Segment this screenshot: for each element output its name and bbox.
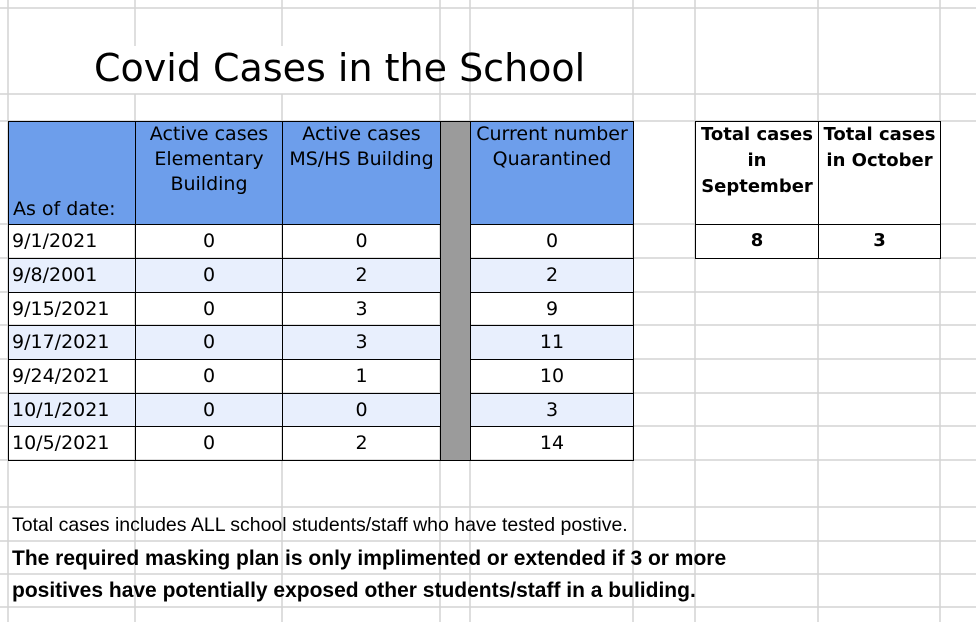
mshs-value: 2 — [355, 432, 368, 454]
elementary-cell[interactable] — [135, 258, 283, 293]
mshs-cell[interactable] — [282, 325, 441, 360]
elementary-cell[interactable] — [135, 292, 283, 326]
header-active-mshs[interactable] — [282, 121, 441, 225]
date-cell[interactable] — [8, 292, 136, 326]
header-as-of-date-label: As of date: — [13, 198, 116, 220]
elementary-value: 0 — [202, 298, 216, 320]
elementary-cell[interactable] — [135, 224, 283, 259]
elementary-cell[interactable] — [135, 325, 283, 360]
header-total-september-label: Total cases in September — [701, 124, 813, 197]
date-value: 9/15/2021 — [12, 298, 110, 320]
elementary-value: 0 — [202, 331, 216, 353]
quarantined-value: 3 — [545, 399, 559, 421]
date-cell[interactable] — [8, 258, 136, 293]
elementary-value: 0 — [202, 399, 216, 421]
date-value: 10/5/2021 — [12, 432, 110, 454]
quarantined-cell[interactable] — [470, 292, 634, 326]
date-value: 9/17/2021 — [12, 331, 110, 353]
mshs-value: 0 — [355, 230, 368, 252]
separator-column — [440, 121, 471, 461]
mshs-value: 0 — [355, 399, 368, 421]
quarantined-value: 11 — [539, 331, 565, 353]
elementary-cell[interactable] — [135, 426, 283, 461]
sheet-title: Covid Cases in the School — [94, 46, 586, 90]
mshs-value: 3 — [355, 331, 368, 353]
quarantined-value: 0 — [545, 230, 559, 252]
elementary-value: 0 — [202, 230, 216, 252]
header-as-of-date[interactable] — [8, 121, 136, 225]
date-cell[interactable] — [8, 224, 136, 259]
date-value: 9/8/2001 — [12, 264, 98, 286]
header-quarantined[interactable] — [470, 121, 634, 225]
elementary-value: 0 — [202, 264, 216, 286]
note-masking-plan-line2: positives have potentially exposed other students/staff in a buliding. — [12, 579, 696, 602]
quarantined-cell[interactable] — [470, 325, 634, 360]
elementary-value: 0 — [202, 432, 216, 454]
total-october-cell[interactable] — [818, 224, 941, 259]
mshs-cell[interactable] — [282, 292, 441, 326]
date-value: 9/1/2021 — [12, 230, 98, 252]
elementary-cell[interactable] — [135, 393, 283, 427]
quarantined-value: 2 — [545, 264, 559, 286]
note-masking-plan-line1: The required masking plan is only implimented or extended if 3 or more — [12, 547, 727, 570]
header-active-elementary[interactable] — [135, 121, 283, 225]
mshs-value: 2 — [355, 264, 368, 286]
mshs-cell[interactable] — [282, 426, 441, 461]
header-total-september[interactable] — [695, 121, 819, 225]
date-cell[interactable] — [8, 426, 136, 461]
header-total-october[interactable] — [818, 121, 941, 225]
header-active-elementary-label: Active cases Elementary Building — [149, 123, 269, 195]
date-value: 10/1/2021 — [12, 399, 110, 421]
elementary-value: 0 — [202, 365, 216, 387]
quarantined-cell[interactable] — [470, 224, 634, 259]
mshs-cell[interactable] — [282, 393, 441, 427]
elementary-cell[interactable] — [135, 359, 283, 394]
header-total-october-label: Total cases in October — [823, 124, 936, 171]
quarantined-cell[interactable] — [470, 426, 634, 461]
mshs-cell[interactable] — [282, 224, 441, 259]
mshs-cell[interactable] — [282, 359, 441, 394]
total-september-cell[interactable] — [695, 224, 819, 259]
date-cell[interactable] — [8, 359, 136, 394]
note-total-cases: Total cases includes ALL school students/staff who have tested postive. — [12, 514, 628, 536]
mshs-cell[interactable] — [282, 258, 441, 293]
header-active-mshs-label: Active cases MS/HS Building — [289, 123, 434, 170]
mshs-value: 3 — [355, 298, 368, 320]
quarantined-value: 14 — [539, 432, 565, 454]
quarantined-cell[interactable] — [470, 359, 634, 394]
quarantined-cell[interactable] — [470, 258, 634, 293]
total-october-value: 3 — [873, 230, 886, 251]
date-value: 9/24/2021 — [12, 365, 110, 387]
header-quarantined-label: Current number Quarantined — [476, 123, 628, 170]
mshs-value: 1 — [355, 365, 368, 387]
quarantined-value: 10 — [539, 365, 565, 387]
quarantined-cell[interactable] — [470, 393, 634, 427]
date-cell[interactable] — [8, 325, 136, 360]
date-cell[interactable] — [8, 393, 136, 427]
total-september-value: 8 — [750, 230, 764, 251]
quarantined-value: 9 — [545, 298, 559, 320]
